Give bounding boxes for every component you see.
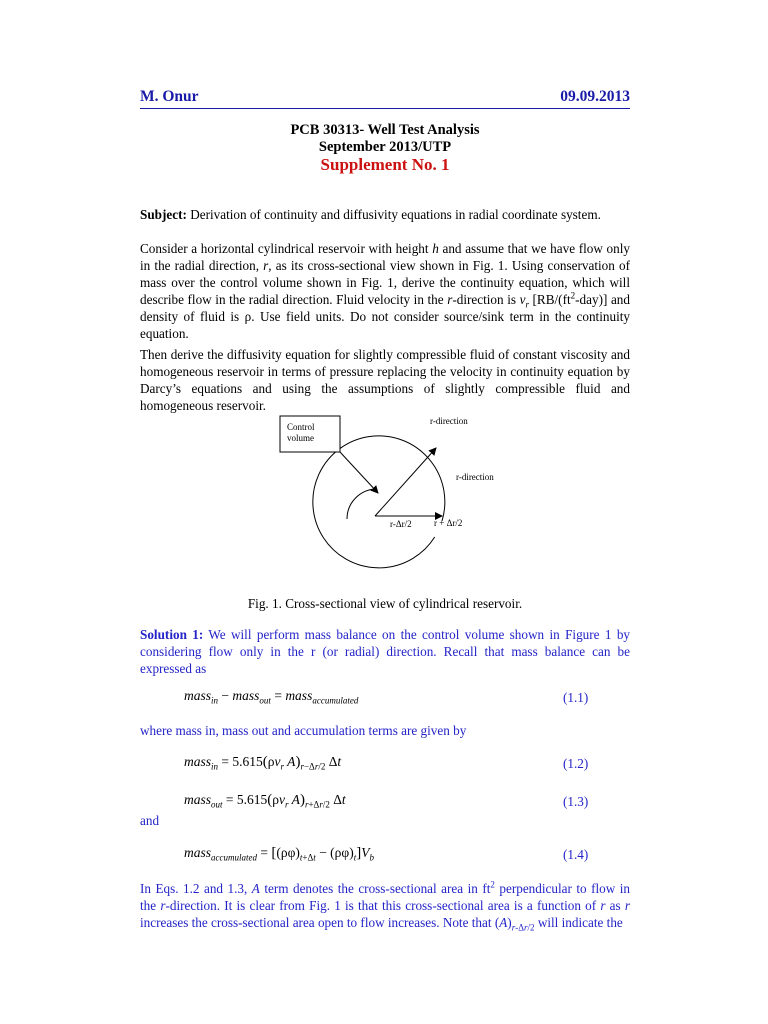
figure-reservoir-cross-section: [270, 410, 520, 590]
header-rule: [140, 108, 630, 109]
supplement-title: Supplement No. 1: [320, 155, 450, 174]
solution-text: We will perform mass balance on the control volume shown in Figure 1 by considering flow only in the r (or radial) direction. Recall that mass balance can be expressed as: [140, 627, 631, 676]
r-direction-label-top: r-direction: [430, 416, 468, 426]
r-minus-label: r-Δr/2: [390, 519, 412, 529]
subject-text: Derivation of continuity and diffusivity equations in radial coordinate system.: [186, 207, 601, 222]
equation-number-1-2: (1.2): [563, 756, 589, 771]
equation-number-1-1: (1.1): [563, 690, 589, 705]
page-header: [140, 88, 630, 112]
outer-boundary-arc: [313, 436, 445, 568]
equation-1-3: mass$_{out}$ = $5.615(\rho v_r$ $A)_{r+\Delta r/2}$ Δt: [184, 792, 346, 810]
diffusivity-paragraph: Then derive the diffusivity equation for slightly compressible fluid of constant viscosity and homogeneous reservoir in terms of pressure replacing the velocity in continuity equation by Darcy’s equations and using the assumptions of slightly compressible fluid and homogeneous reservoir.: [140, 347, 630, 413]
figure-caption: Fig. 1. Cross-sectional view of cylindrical reservoir.: [247, 596, 523, 611]
r-plus-label: r + Δr/2: [434, 518, 463, 528]
subject-label: Subject:: [140, 207, 187, 222]
r-direction-arrow-diagonal: [375, 448, 436, 516]
where-text: where mass in, mass out and accumulation terms are given by: [140, 723, 467, 738]
equation-1-4: mass$_{accumulated}$ = $[(\rho\varphi)_{t+\Delta t} - (\rho\varphi)_t]V_b$: [184, 845, 374, 863]
equation-1-1: mass$_{in}$ − mass$_{out}$ = mass$_{accumulated}$: [184, 688, 359, 706]
course-title: PCB 30313- Well Test Analysis: [290, 122, 480, 138]
equation-1-2: mass$_{in}$ = $5.615(\rho v_r$ $A)_{r-\Delta r/2}$ Δt: [184, 754, 342, 772]
document-date: 09.09.2013: [560, 88, 630, 105]
r-direction-label-right: r-direction: [456, 472, 494, 482]
inner-boundary-arc: [347, 489, 377, 519]
course-term: September 2013/UTP: [318, 139, 452, 155]
solution-paragraph: [140, 626, 630, 677]
control-volume-label-1: Control: [287, 422, 315, 432]
subject-paragraph: [140, 206, 630, 223]
equation-number-1-4: (1.4): [563, 847, 589, 862]
cross-section-paragraph: In Eqs. 1.2 and 1.3, A term denotes the cross-sectional area in $ft^2$ perpendicular to flow in the r-direction. It is clear from Fig. 1 is that this cross-sectional area is a function of r as r increases the cross-sectional area open to flow increases. Note that $(A)_{r-\Delta r/2}$ will indicate the: [140, 879, 631, 933]
control-volume-pointer: [340, 452, 378, 493]
equation-number-1-3: (1.3): [563, 794, 589, 809]
problem-paragraph: Consider a horizontal cylindrical reservoir with height h and assume that we have flow only in the radial direction, r, as its cross-sectional view shown in Fig. 1. Using conservation of mass over the control volume shown in Fig. 1, derive the continuity equation, which will describe flow in the radial direction. Fluid velocity in the r-direction is $v_r$ $[RB/(ft^2-day)]$ and density of fluid is ρ. Use field units. Do not consider source/sink term in the continuity equation.: [140, 241, 631, 341]
solution-label: Solution 1:: [140, 627, 204, 642]
control-volume-label-2: volume: [287, 433, 314, 443]
and-text: and: [140, 813, 160, 828]
author-name: M. Onur: [140, 88, 199, 105]
